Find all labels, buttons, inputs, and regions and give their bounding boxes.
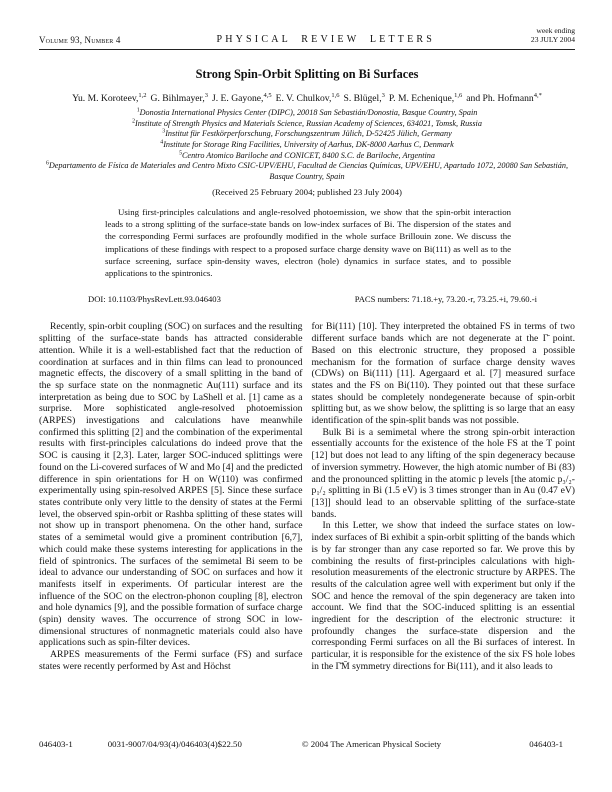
affiliation-number: 4: [160, 139, 164, 146]
author-affil-marker: 4,5: [263, 91, 272, 99]
author-name: G. Bihlmayer,: [150, 92, 205, 104]
affiliation-number: 2: [132, 117, 135, 124]
abstract: Using first-principles calculations and angle-resolved photoemission, we show that the spin-orbit interaction leads to a strong splitting of the surface-state bands on low-index surfaces of Bi. The dispersion of the states and the corresponding Fermi surfaces are profoundly modified in the whole surface Brillouin zone. We discuss the implications of these findings with respect to a proposed surface charge density wave on Bi(111) as well as to the surface screening, surface spin-density waves, electron (hole) dynamics in surface states, and to possible applications to the spintronics.: [105, 206, 511, 279]
issn-price-code: 0031-9007/04/93(4)/046403(4)$22.50: [107, 739, 242, 749]
page-footer: [39, 739, 575, 749]
left-column: [39, 321, 303, 672]
affiliation-line: [39, 108, 575, 119]
affiliation-number: 5: [179, 149, 182, 156]
affiliation-line: [39, 129, 575, 140]
affiliation-text: Centro Atomico Bariloche and CONICET, 8400 S.C. de Bariloche, Argentina: [181, 150, 435, 160]
body-paragraph: for Bi(111) [10]. They interpreted the obtained FS in terms of two different surface bands which are not degenerate at the Γ̄ point. Based on this electronic structure, they proposed a possible mechanism for the formation of surface charge density waves (CDWs) on Bi(111) [11]. Agergaard et al. [7] measured surface states and the FS on Bi(110). They pointed out that these surface states should be completely nondegenerate because of spin-orbit splitting but, as we show below, the splitting is so large that an easy identification of the spin-split bands was not possible.: [311, 321, 575, 427]
affiliation-text: Institute of Strength Physics and Materials Science, Russian Academy of Sciences, 634021, Tomsk, Russia: [134, 118, 482, 128]
week-ending-label: week ending: [536, 26, 575, 35]
author-affil-marker: 3: [204, 91, 209, 99]
issue-date: 23 JULY 2004: [530, 35, 575, 45]
author: [466, 93, 542, 104]
affiliation-line: [39, 140, 575, 151]
author-name: J. E. Gayone,: [212, 92, 264, 104]
affiliation-line: [39, 119, 575, 130]
author-affil-marker: 1,6: [331, 91, 340, 99]
author-affil-marker: 1,6: [454, 91, 463, 99]
author-name: and Ph. Hofmann: [466, 92, 534, 104]
author: [72, 93, 146, 104]
author-affil-marker: 4,*: [533, 91, 542, 99]
author-list: [39, 93, 575, 104]
identifier-row: [39, 294, 575, 304]
affiliation-list: [39, 108, 575, 183]
affiliation-text: Donostia International Physics Center (DIPC), 20018 San Sebastián/Donostia, Basque Country, Spain: [139, 107, 478, 117]
author: [151, 93, 209, 104]
author-name: S. Blügel,: [343, 92, 382, 104]
affiliation-number: 3: [162, 128, 166, 135]
author-affil-marker: 1,2: [138, 91, 147, 99]
pacs-numbers: PACS numbers: 71.18.+y, 73.20.-r, 73.25.+i, 79.60.-i: [354, 294, 537, 305]
affiliation-text: Institut für Festkörperforschung, Forschungszentrum Jülich, D-52425 Jülich, Germany: [165, 129, 452, 139]
article-title: Strong Spin-Orbit Splitting on Bi Surfaces: [195, 66, 419, 81]
author: [212, 93, 272, 104]
author: [389, 93, 462, 104]
body-paragraph: Recently, spin-orbit coupling (SOC) on surfaces and the resulting splitting of the surface-state bands has attracted considerable attention. While it is a well-established fact that the reduction of coordination at surfaces and in thin films can lead to pronounced magnetic effects, the discovery of a small splitting in the band of the sp surface state on the nonmagnetic Au(111) surface and its interpretation as being due to SOC by LaShell et al. [1] came as a surprise. More sophisticated angle-resolved photoemission (ARPES) investigations and calculations have meanwhile confirmed this splitting [2] and the combination of the experimental results with first-principles calculations do indeed prove that the SOC is causing it [2,3]. Later, larger SOC-induced splittings were found on the Li-covered surfaces of W and Mo [4] and the predicted difference in spin orientations for H on W(110) was confirmed experimentally using spin-resolved ARPES [5]. Since these surface states contribute only very little to the density of states at the Fermi level, the observed spin-orbit or Rashba splitting of these states will not show up in transport phenomena. On the other hand, surface states of a semimetal would give a prominent contribution [6,7], which could make these systems interesting for applications in the field of spintronics. The surfaces of the semimetal Bi seem to be ideal to advance our understanding of SOC on surfaces and how it manifests itself in experiments. Of particular interest are the influence of the SOC on the electron-phonon coupling [8], electron and hole dynamics [9], and the possible formation of surface charge (spin) density waves. The occurrence of strong SOC in low-dimensional structures of nonmagnetic materials could also have applications such as spin-filter devices.: [39, 321, 303, 649]
issue-date-block: [531, 26, 575, 45]
affiliation-number: 6: [45, 160, 49, 167]
author: [344, 93, 385, 104]
affiliation-text: Institute for Storage Ring Facilities, University of Aarhus, DK-8000 Aarhus C, Denmark: [163, 139, 454, 149]
author-name: P. M. Echenique,: [388, 92, 455, 104]
right-column: [312, 321, 576, 672]
author: [276, 93, 340, 104]
author-name: E. V. Chulkov,: [275, 92, 332, 104]
author-affil-marker: 3: [381, 91, 385, 99]
copyright-notice: © 2004 The American Physical Society: [301, 739, 442, 749]
affiliation-number: 1: [136, 107, 140, 114]
doi: DOI: 10.1103/PhysRevLett.93.046403: [88, 294, 221, 305]
body-paragraph: ARPES measurements of the Fermi surface (FS) and surface states were recently performed by Ast and Höchst: [39, 649, 303, 672]
body-paragraph: In this Letter, we show that indeed the surface states on low-index surfaces of Bi exhibit a spin-orbit splitting of the bands which is by far stronger than any case reported so far. We prove this by combining the results of first-principles calculations with high-resolution measurements of the electronic structure by ARPES. The results of the calculation agree well with experiment but only if the SOC and hence the removal of the spin degeneracy are taken into account. We find that the SOC-induced splitting is an essential ingredient for the description of the electronic structure: it profoundly changes the surface-state dispersion and the corresponding Fermi surfaces on all the Bi surfaces of interest. In particular, it is responsible for the existence of the six FS hole lobes in the Γ̄M̄ symmetry directions for Bi(111), and it also leads to: [311, 520, 575, 672]
running-head: [39, 26, 575, 50]
journal-name: PHYSICAL REVIEW LETTERS: [216, 33, 436, 45]
received-dates: (Received 25 February 2004; published 23 July 2004): [212, 186, 402, 197]
affiliation-text: Departamento de Física de Materiales and Centro Mixto CSIC-UPV/EHU, Facultad de Ciencias Químicas, UPV/EHU, Apartado 1072, 20080 San Sebastián, Basque Country, Spain: [48, 161, 569, 181]
affiliation-line: [39, 161, 575, 182]
body-columns: [39, 321, 575, 672]
author-name: Yu. M. Koroteev,: [72, 92, 139, 104]
page-number-right: 046403-1: [529, 739, 563, 749]
page-number-left: 046403-1: [39, 739, 73, 749]
body-paragraph: Bulk Bi is a semimetal where the strong spin-orbit interaction essentially accounts for the existence of the hole FS at the T point [12] but does not lead to any lifting of the spin degeneracy because of inversion symmetry. However, the high atomic number of Bi (83) and the pronounced splitting in the atomic p levels [the atomic p₃/₂-p₁/₂ splitting in Bi (1.5 eV) is 3 times stronger than in Au (0.47 eV) [13]] should lead to an observable splitting of the surface-state bands.: [311, 426, 575, 520]
volume-number: Volume 93, Number 4: [39, 34, 121, 45]
affiliation-line: [39, 151, 575, 162]
